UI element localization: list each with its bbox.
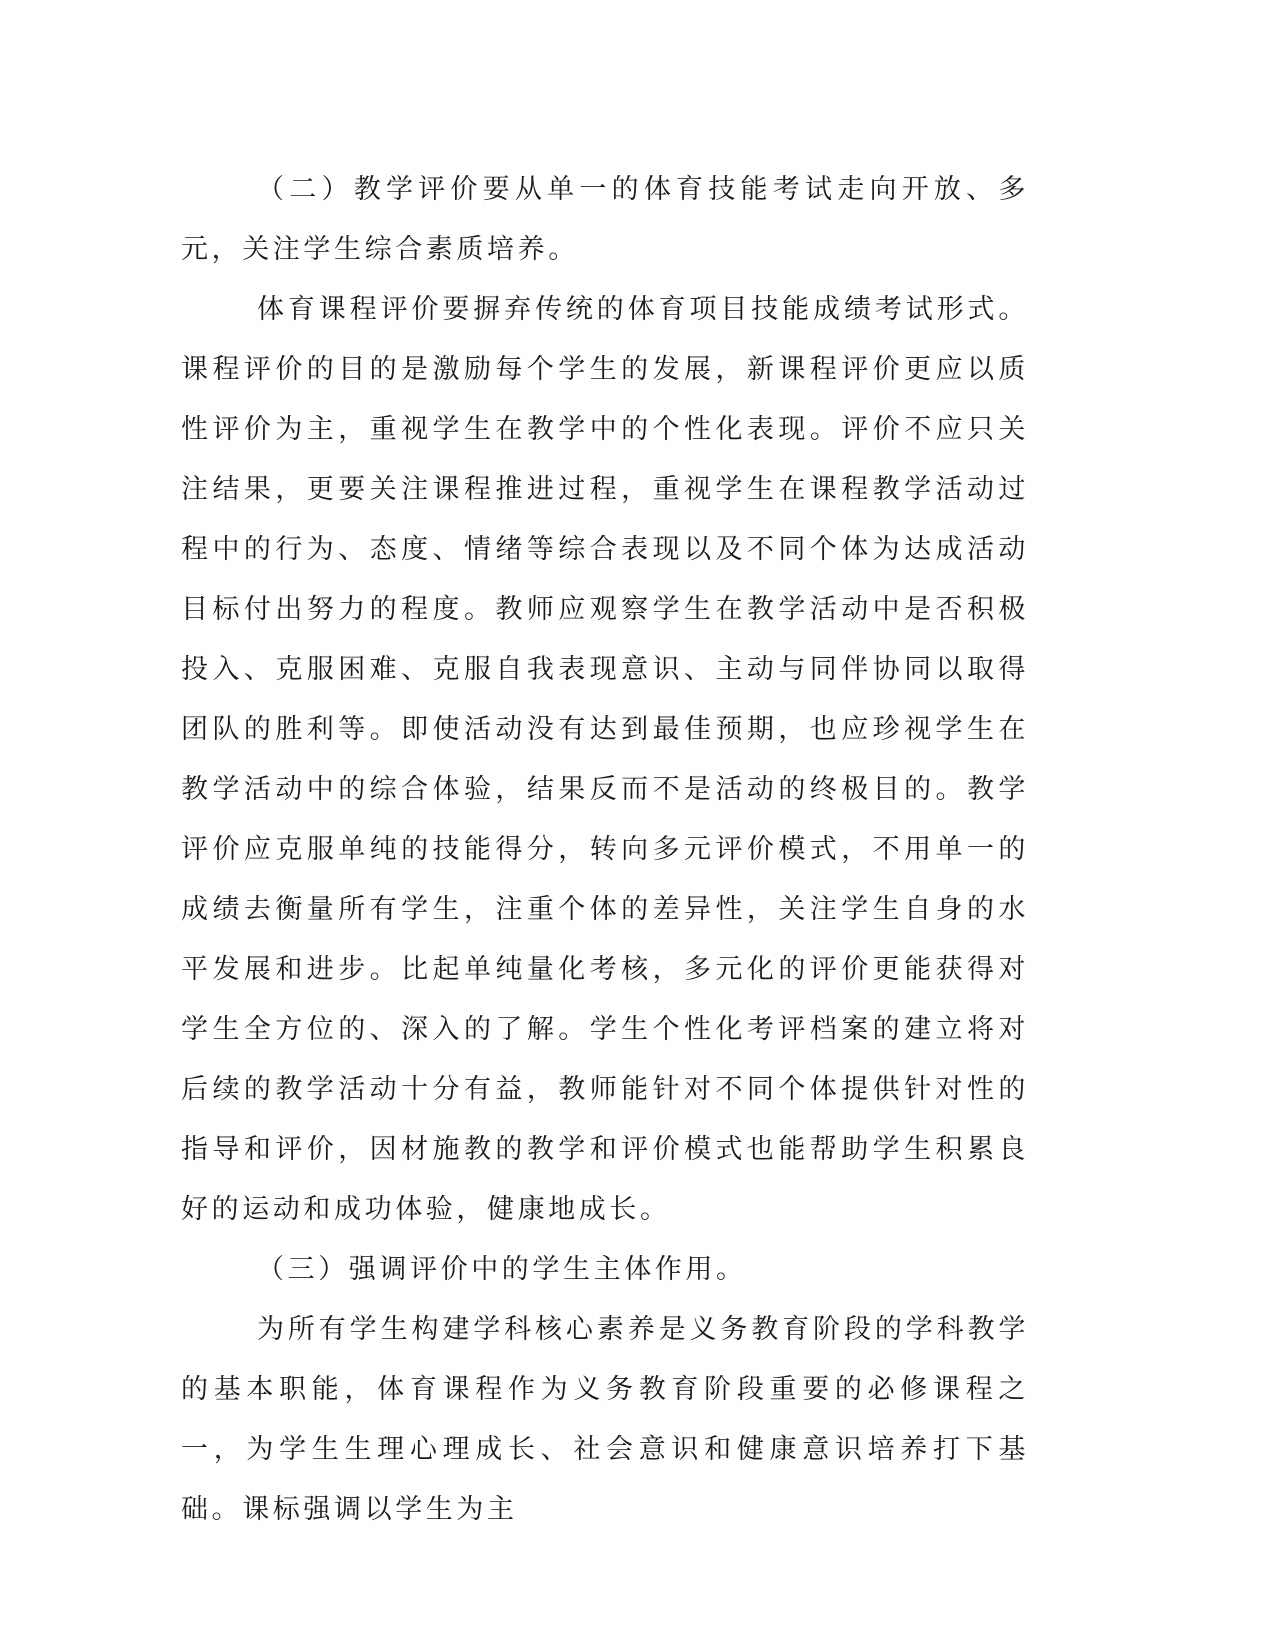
body-paragraph-2: 体育课程评价要摒弃传统的体育项目技能成绩考试形式。课程评价的目的是激励每个学生的发展，新课程评价更应以质性评价为主，重视学生在教学中的个性化表现。评价不应只关注结果，更要关注课程推进过程，重视学生在课程教学活动过程中的行为、态度、情绪等综合表现以及不同个体为达成活动目标付出努力的程度。教师应观察学生在教学活动中是否积极投入、克服困难、克服自我表现意识、主动与同伴协同以取得团队的胜利等。即使活动没有达到最佳预期，也应珍视学生在教学活动中的综合体验，结果反而不是活动的终极目的。教学评价应克服单纯的技能得分，转向多元评价模式，不用单一的成绩去衡量所有学生，注重个体的差异性，关注学生自身的水平发展和进步。比起单纯量化考核，多元化的评价更能获得对学生全方位的、深入的了解。学生个性化考评档案的建立将对后续的教学活动十分有益，教师能针对不同个体提供针对性的指导和评价，因材施教的教学和评价模式也能帮助学生积累良好的运动和成功体验，健康地成长。 <box>181 294 1029 1225</box>
section-heading-2: （二）教学评价要从单一的体育技能考试走向开放、多元，关注学生综合素质培养。 <box>181 174 1029 265</box>
document-body <box>181 160 1029 1540</box>
section-heading-3: （三）强调评价中的学生主体作用。 <box>257 1254 747 1285</box>
body-paragraph-3: 为所有学生构建学科核心素养是义务教育阶段的学科教学的基本职能，体育课程作为义务教育阶段重要的必修课程之一，为学生生理心理成长、社会意识和健康意识培养打下基础。课标强调以学生为主 <box>181 1314 1029 1525</box>
